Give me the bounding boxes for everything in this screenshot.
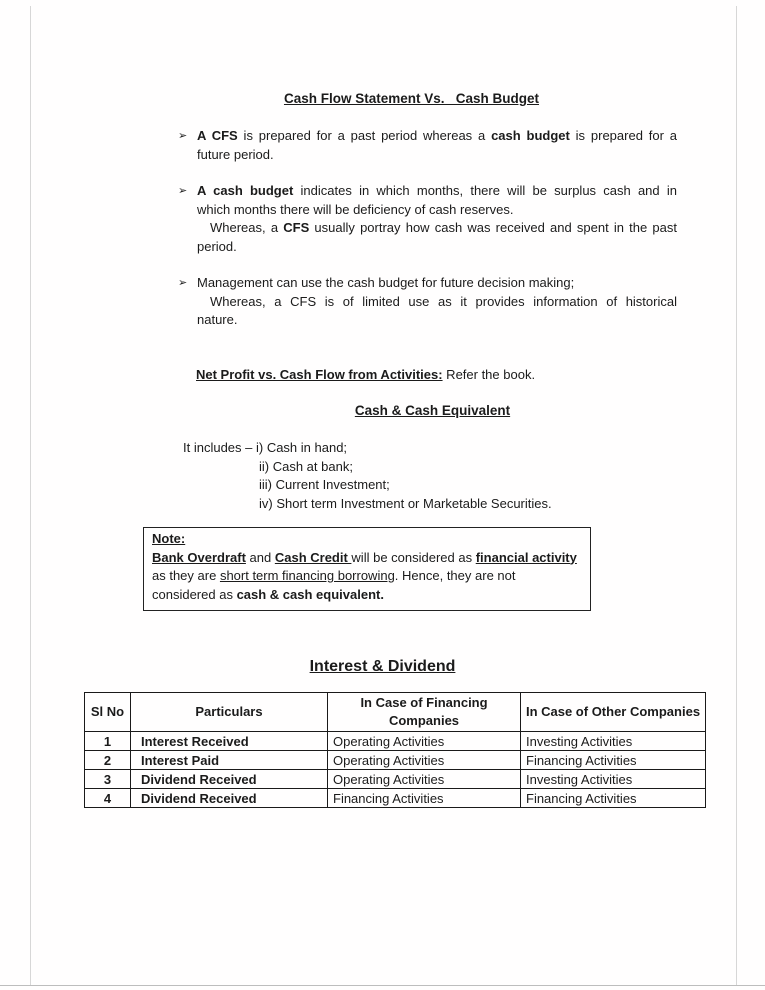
- table-header-cell: Sl No: [85, 693, 131, 732]
- text-run: cash budget: [491, 128, 570, 143]
- includes-list: [183, 439, 552, 513]
- bullet-item: [178, 127, 678, 164]
- bullet-list: [178, 127, 678, 348]
- bullet-arrow-icon: ➢: [178, 185, 188, 197]
- text-run: Whereas, a CFS is of limited use as it provides information of historical: [210, 293, 677, 309]
- table-cell: Dividend Received: [131, 789, 328, 808]
- page-edge-bottom: [0, 985, 765, 986]
- page-edge-right: [736, 6, 737, 986]
- text-line: [197, 274, 677, 293]
- text-run: nature.: [197, 312, 238, 327]
- text-run: will be considered as: [351, 549, 476, 565]
- net-profit-heading: Net Profit vs. Cash Flow from Activities:: [196, 367, 443, 382]
- note-heading: Note:: [152, 531, 186, 546]
- table-header-cell: In Case of Financing Companies: [328, 693, 521, 732]
- table-cell: Dividend Received: [131, 770, 328, 789]
- includes-item: It includes – i) Cash in hand;: [183, 440, 348, 455]
- text-run: which months there will be deficiency of cash reserves.: [197, 201, 514, 217]
- table-cell: 3: [85, 770, 131, 789]
- text-run: is prepared for a: [569, 128, 677, 143]
- text-run: Bank Overdraft: [152, 549, 246, 565]
- bullet-arrow-icon: ➢: [178, 277, 188, 289]
- table-cell: Financing Activities: [521, 751, 706, 770]
- note-lines: [152, 549, 582, 605]
- text-run: short term financing borrowing: [219, 568, 395, 583]
- table-cell: 1: [85, 732, 131, 751]
- bullet-item: [178, 274, 678, 330]
- table-cell: Investing Activities: [521, 732, 706, 751]
- text-run: usually portray how cash was received and spent in the past: [309, 220, 677, 235]
- text-run: financial activity: [475, 549, 577, 565]
- bullet-item: [178, 182, 678, 256]
- interest-dividend-table: [84, 692, 706, 808]
- table-cell: 4: [85, 789, 131, 808]
- table-header-cell: In Case of Other Companies: [521, 693, 706, 732]
- table-cell: 2: [85, 751, 131, 770]
- note-line: [152, 586, 582, 605]
- text-line: [197, 127, 677, 146]
- text-run: Whereas, a: [210, 220, 284, 235]
- cash-equivalent-heading: Cash & Cash Equivalent: [354, 403, 511, 418]
- text-run: cash & cash equivalent.: [236, 586, 384, 602]
- text-run: A cash budget: [197, 183, 294, 198]
- table-cell: Operating Activities: [328, 732, 521, 751]
- text-line: [197, 238, 677, 257]
- text-line: [197, 182, 677, 201]
- table-cell: Financing Activities: [328, 789, 521, 808]
- text-run: . Hence, they are not: [394, 568, 516, 583]
- text-run: future period.: [197, 146, 274, 162]
- note-line: [152, 567, 582, 586]
- net-profit-line: [196, 366, 535, 385]
- table-cell: Investing Activities: [521, 770, 706, 789]
- text-line: [197, 219, 677, 238]
- text-run: period.: [197, 238, 237, 254]
- text-run: Cash Credit: [274, 549, 352, 565]
- page-title: Cash Flow Statement Vs. Cash Budget: [283, 91, 540, 106]
- text-run: considered as: [152, 586, 237, 602]
- text-run: CFS: [283, 220, 310, 235]
- table-body: [85, 732, 706, 808]
- text-line: [197, 201, 677, 220]
- table-header-row: [85, 693, 706, 732]
- text-line: [197, 146, 677, 165]
- table-cell: Operating Activities: [328, 751, 521, 770]
- table-cell: Operating Activities: [328, 770, 521, 789]
- text-run: Management can use the cash budget for future decision making;: [197, 275, 575, 290]
- table-row: [85, 789, 706, 808]
- text-run: indicates in which months, there will be surplus cash and in: [293, 183, 677, 198]
- text-run: is prepared for a past period whereas a: [237, 128, 492, 143]
- bullet-text: [197, 127, 677, 164]
- text-run: A CFS: [197, 128, 238, 143]
- table-cell: Interest Paid: [131, 751, 328, 770]
- table-row: [85, 732, 706, 751]
- text-run: as they are: [152, 568, 220, 583]
- table-row: [85, 751, 706, 770]
- bullet-text: [197, 182, 677, 256]
- interest-dividend-heading: Interest & Dividend: [309, 658, 456, 675]
- text-line: [197, 311, 677, 330]
- includes-item: iii) Current Investment;: [259, 477, 390, 492]
- text-line: [197, 293, 677, 312]
- table-cell: Financing Activities: [521, 789, 706, 808]
- includes-item: iv) Short term Investment or Marketable Securities.: [259, 495, 552, 511]
- note-line: [152, 549, 582, 568]
- bullet-arrow-icon: ➢: [178, 130, 188, 142]
- net-profit-rest: Refer the book.: [442, 367, 536, 382]
- table-cell: Interest Received: [131, 732, 328, 751]
- table-row: [85, 770, 706, 789]
- page-edge-left: [30, 6, 31, 986]
- bullet-text: [197, 274, 677, 330]
- text-run: and: [245, 549, 275, 565]
- table-header-cell: Particulars: [131, 693, 328, 732]
- note-box: [143, 527, 591, 611]
- includes-item: ii) Cash at bank;: [259, 458, 353, 474]
